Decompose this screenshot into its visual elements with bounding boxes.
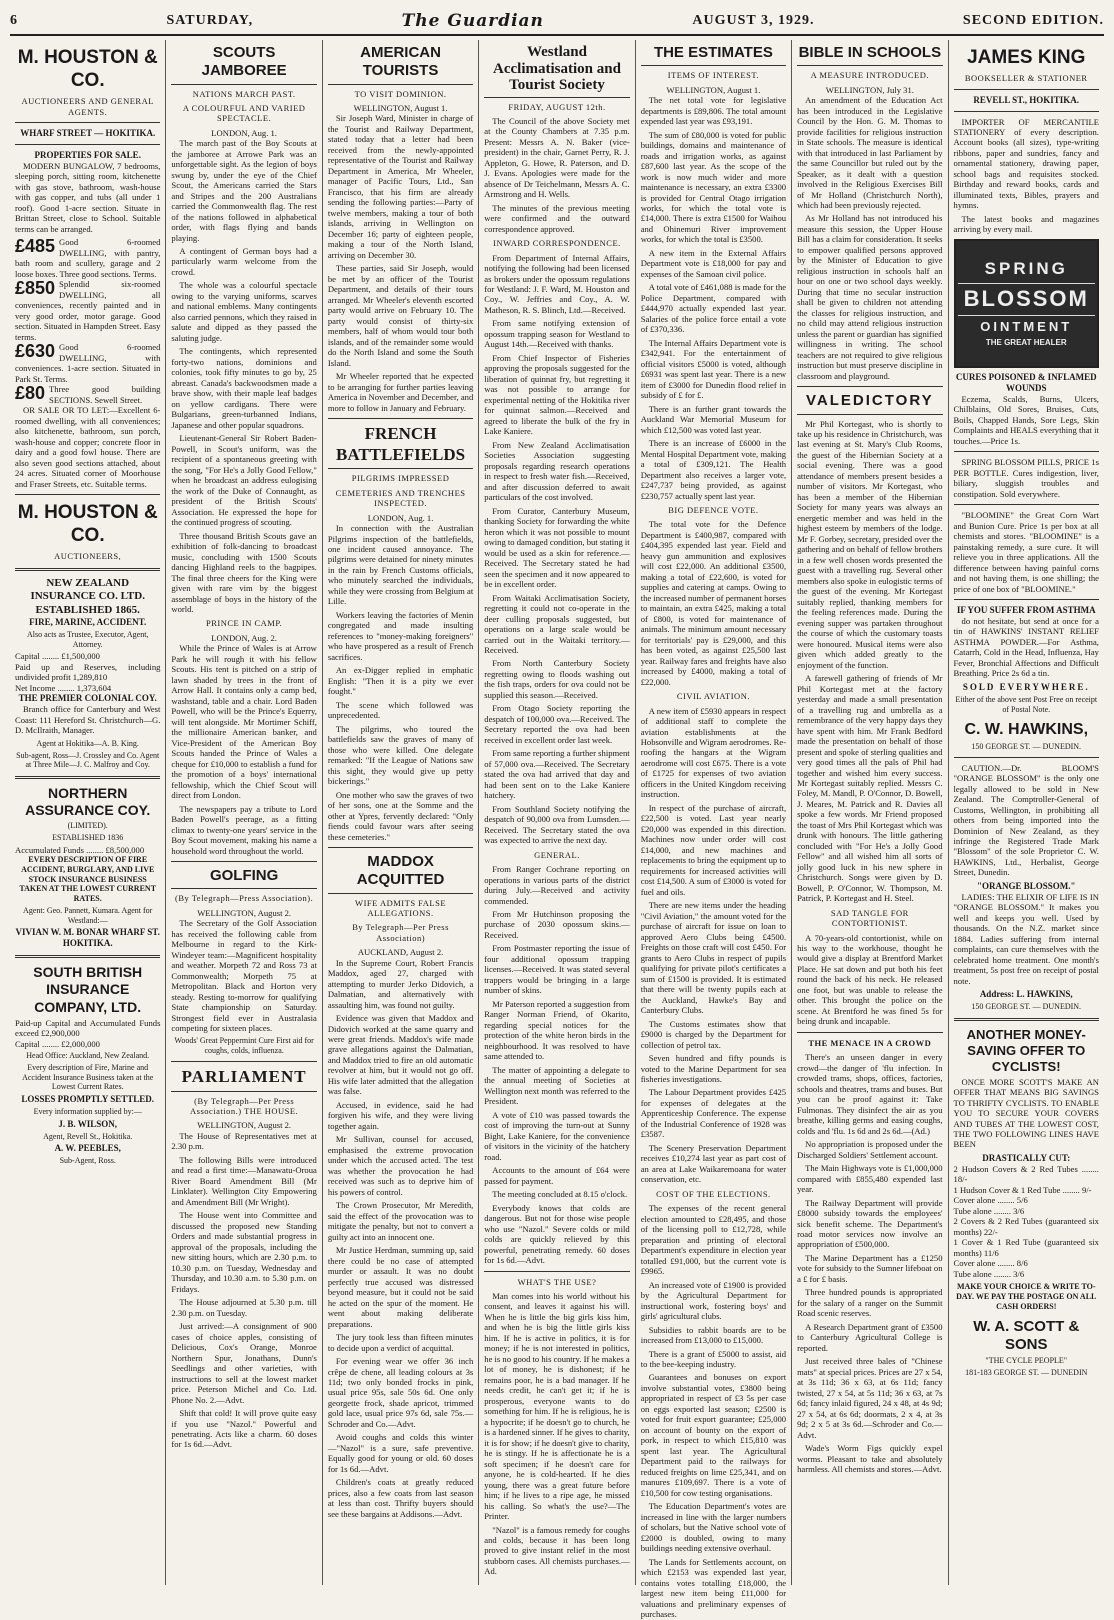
estimates-cont-3: The Railway Department will provide £8000 subsidy towards the employees' sick benefit scheme. The Department's road motor services now involve an appropriation of £500,000. bbox=[797, 1197, 943, 1250]
established-1836: ESTABLISHED 1836 bbox=[52, 832, 124, 842]
westland-p5: From Chief Inspector of Fisheries approving the proposals suggested for the liberation of quinnat fry, but regretting it was not possible to arrange for experimental netting of the Hokitika river for quinnat salmon.—Received and agreed to liberate the bulk of the fry in Lake Kaniere. bbox=[484, 352, 630, 437]
scouts-headline: SCOUTS JAMBOREE bbox=[171, 44, 316, 85]
south-british: SOUTH BRITISH INSURANCE COMPANY, LTD. bbox=[33, 964, 143, 1015]
price-line-1: 2 Hudson Covers & 2 Red Tubes ........ 18/- bbox=[953, 1163, 1099, 1185]
westland-p20: The meeting concluded at 8.15 o'clock. bbox=[492, 1189, 628, 1200]
masthead-day: SATURDAY, bbox=[166, 13, 254, 28]
worm-figs-ad: Wade's Worm Figs quickly expel worms. Pleasant to take and absolutely harmless. All chemists and stores.—Advt. bbox=[797, 1443, 943, 1475]
asthma-text: do not hesitate, but send at once for a tin of HAWKINS' INSTANT RELIEF ASTHMA POWDER.—For Asthma, Catarrh, Cold in the Head, Influenza, Hay Fever, Bronchial Affections and Difficult Breathing. Price 2s 6d a tin. bbox=[953, 615, 1099, 679]
orange-blossom: "ORANGE BLOSSOM." bbox=[976, 880, 1076, 891]
vivian-bonar: VIVIAN W. M. BONAR WHARF ST. HOKITIKA. bbox=[15, 927, 160, 949]
westland-p8: From Waitaki Acclimatisation Society, regretting it could not co-operate in the deer culling proposals suggested, but operations on a large scale would be carried out in the Waitaki territory.—Received. bbox=[484, 592, 630, 655]
battlefields-p3: An ex-Digger replied in emphatic English: "Then it is a pity we ever fought." bbox=[327, 665, 474, 697]
hawkins-addr-2: 150 GEORGE ST. — DUNEDIN. bbox=[971, 1002, 1082, 1012]
drastically-cut: DRASTICALLY CUT: bbox=[982, 1152, 1071, 1163]
fire-marine: FIRE, MARINE, ACCIDENT. bbox=[29, 616, 147, 627]
price-line-2: 1 Hudson Cover & 1 Red Tube ........ 9/- bbox=[953, 1184, 1092, 1195]
head-office: Head Office: Auckland, New Zealand. bbox=[26, 1051, 150, 1061]
westland-p14: From Mr Hutchinson proposing the purchase of 2030 opossum skins.—Received. bbox=[484, 909, 630, 940]
parliament-headline: PARLIAMENT bbox=[171, 1067, 316, 1092]
column-2-news bbox=[166, 40, 322, 1585]
big-defence-vote: BIG DEFENCE VOTE. bbox=[668, 505, 759, 516]
scouts-p1: The march past of the Boy Scouts at the jamboree at Arrowe Park was an unforgettable sight. As the legion of boys swung by, under the eye of the Chief Scout, the Americans carried the Stars and Stripes and the 200 Australians carried the Commonwealth flag. The rest of the nations followed in alphabetical order, with flags flying and bands playing. bbox=[171, 138, 317, 243]
limited: (LIMITED). bbox=[67, 821, 108, 831]
scouts-sub2: A COLOURFUL AND VARIED SPECTACLE. bbox=[182, 102, 306, 124]
woods-ad: Woods' Great Peppermint Cure First aid for coughs, colds, influenza. bbox=[174, 1036, 314, 1056]
blossom-text: BLOSSOM bbox=[958, 283, 1095, 316]
price-80: £80 bbox=[15, 383, 46, 404]
capital-2: Capital ........ £2,000,000 bbox=[15, 1038, 100, 1049]
price-line-6: 1 Cover & 1 Red Tube (guaranteed six months) 11/6 bbox=[953, 1237, 1099, 1258]
ad-80: Three good building SECTIONS. Sewell Street. bbox=[49, 384, 161, 405]
parliament-p4: The House adjourned at 5.30 p.m. till 2.30 p.m. on Tuesday. bbox=[171, 1297, 317, 1318]
westland-p19: Accounts to the amount of £64 were passed for payment. bbox=[484, 1165, 630, 1186]
tourists-headline: AMERICAN TOURISTS bbox=[328, 44, 473, 85]
price-line-3: Cover alone ........ 5/6 bbox=[953, 1195, 1028, 1206]
battlefields-dateline: LONDON, Aug. 1. bbox=[367, 512, 434, 523]
branch-office: Branch office for Canterbury and West Coast: 111 Hereford St. Christchurch—G. D. McIlraith, Manager. bbox=[15, 704, 161, 736]
parliament-p1: The House of Representatives met at 2.30 p.m. bbox=[171, 1130, 317, 1152]
info-supplied: Every information supplied by:— bbox=[33, 1107, 142, 1116]
wilson-name: J. B. WILSON, bbox=[58, 1118, 118, 1129]
nazol-ad-3: Everybody knows that colds are dangerous. But not for those wise people who use "Nazol." Severe colds or mild colds are quickly relieved by this powerful, penetrating remedy. 60 doses for 1s 6d.—Advt. bbox=[484, 1202, 630, 1266]
spring-blossom-ointment-image bbox=[954, 239, 1099, 368]
battlefields-p2: Workers leaving the factories of Menin congregated and made insulting references to "money-making foreigners" who have prospered as a result of French sacrifices. bbox=[327, 609, 474, 662]
masthead-date: AUGUST 3, 1929. bbox=[692, 13, 815, 28]
estimates-dateline: WELLINGTON, August 1. bbox=[666, 84, 761, 95]
scouts-sub1: NATIONS MARCH PAST. bbox=[192, 88, 296, 99]
bible-dateline: WELLINGTON, July 31. bbox=[825, 84, 914, 95]
westland-p17: The matter of appointing a delegate to the annual meeting of Societies at Wellington next month was referred to the President. bbox=[484, 1064, 630, 1107]
estimates-p1: The net total vote for legislative departments is £89,806. The total amount expended last year was £93,191. bbox=[640, 95, 787, 127]
price-630: £630 bbox=[15, 341, 56, 362]
sub-agents: Sub-agent, Ross—J. Crossley and Co. Agent at Three Mile—J. C. Malfroy and Coy. bbox=[16, 750, 160, 770]
maddox-p1: In the Supreme Court, Robert Francis Maddox, aged 27, charged with attempting to murder Jerko Didovich, a Dalmatian, and alternatively with assaulting him, was found not guilty. bbox=[327, 957, 474, 1010]
nazol-ad-2: Avoid coughs and colds this winter—"Nazol" is a sure, safe preventive. Equally good for young or old. 60 doses for 1s 6d.—Advt. bbox=[327, 1432, 474, 1474]
ad-630: Good 6-roomed DWELLING, with conveniences. 1-acre section. Situated in Park St. Terms. bbox=[15, 342, 161, 384]
estimates-cont-5: Three hundred pounds is appropriated for the salary of a ranger on the Summit Road scenic reserves. bbox=[797, 1287, 943, 1319]
price-line-7: Cover alone ........ 8/6 bbox=[953, 1258, 1028, 1269]
wharf-street: WHARF STREET — HOKITIKA. bbox=[20, 128, 156, 139]
scouts-p6: Three thousand British Scouts gave an exhibition of folk-dancing to broadcast music, concluding with 1500 Scouts dancing Highland reels to the bagpipes. The final three cheers for the King were given with rare vim by the biggest assemblage of boys in the history of the world. bbox=[171, 530, 317, 614]
prince-camp: PRINCE IN CAMP. bbox=[206, 618, 283, 629]
golfing-sub: (By Telegraph—Press Association). bbox=[174, 893, 314, 904]
golfing-headline: GOLFING bbox=[171, 867, 316, 889]
houston-sub: AUCTIONEERS AND GENERAL AGENTS. bbox=[21, 96, 154, 117]
estimates-p21: The Education Department's votes are increased in line with the larger numbers of scholars, but the Native school vote of £2000 is doubled, owing to many buildings needing extensive overhaul. bbox=[640, 1501, 787, 1554]
battlefields-sub1: PILGRIMS IMPRESSED bbox=[351, 473, 450, 484]
maddox-p4: Mr Sullivan, counsel for accused, emphasised the extreme provocation under which the accused acted. The test was whether the provocation he had received was such as to deprive him of his powers of control. bbox=[327, 1134, 474, 1197]
battlefields-p6: One mother who saw the graves of two of her sons, one at the Somme and the other at Ypres, fervently declared: "Only fiends could favour wars after seeing these cemeteries." bbox=[327, 789, 474, 842]
evening-wear-ad: For evening wear we offer 36 inch crêpe de chene, all leading colours at 3s 11d; two only bonded frocks in pink, usual price 95s, sale 50s 6d. One only georgette frock, shade apricot, trimmed gold lace, usual price 97s 6d, sale 75s.—Schroder and Co.—Advt. bbox=[327, 1356, 474, 1429]
westland-p6: From New Zealand Acclimatisation Societies Association suggesting proposals regarding research operations in respect to fresh water fish.—Received, and after discussion deferred to await particulars of the cost involved. bbox=[484, 439, 630, 503]
every-description-2: Every description of Fire, Marine and Accident Insurance Business taken at the Lowest Current Rates. bbox=[22, 1062, 154, 1092]
make-choice: MAKE YOUR CHOICE & WRITE TO-DAY. WE PAY THE POSTAGE ON ALL CASH ORDERS! bbox=[956, 1282, 1097, 1311]
column-5-news bbox=[636, 40, 792, 1620]
battlefields-sub2: CEMETERIES AND TRENCHES INSPECTED. bbox=[335, 487, 466, 509]
kumara-agent: Agent: Geo. Pannett, Kumara. Agent for Westland:— bbox=[23, 905, 153, 925]
ad-850: Splendid six-roomed DWELLING, all conveniences, recently painted and in very good order, motor garage. Good section. Situated in Hampden Street. Easy terms. bbox=[15, 279, 161, 342]
whats-the-use: WHAT'S THE USE? bbox=[517, 1276, 597, 1287]
bible-sub: A MEASURE INTRODUCED. bbox=[810, 70, 930, 81]
coats-ad: Children's coats at greatly reduced prices, also a few coats from last season at less than cost. Thrifty buyers should see these bargains at Addisons.—Advt. bbox=[327, 1477, 474, 1519]
battlefields-p1: In connection with the Australian Pilgrims inspection of the battlefields, one incident caused annoyance. The pilgrims were detained for ninety minutes in the rain by French Customs officials, who minutely searched the individuals, while they were crossing from Belgium at Lille. bbox=[327, 523, 474, 607]
estimates-p22: The Lands for Settlements account, on which £2153 was expended last year, contains votes totalling £18,000, the largest new item being £11,000 for valuations and preliminary expenses of purchases. bbox=[640, 1556, 787, 1620]
valedictory-p2: A farewell gathering of friends of Mr Phil Kortegast met at the factory yesterday and made a small presentation of a travelling rug and umbrella as a remembrance of the very happy days they have spent with him. Mr Frank Bedford made the presentation on behalf of those present and spoke of sterling qualities and very good times all the pals of Phil had together and wished him every success. Mr Kortegast suitably replied. Messrs C. Foley, M. Mandl, P. O'Connor, D. Bowell, J. Meares, M. Patrick and R. Davies all spoke a few words. Mr Friend proposed the toast of Mrs Phil Kortegast which was drunk with honours. The little gathering concluded with "For He's a Jolly Good Fellow" and all wished him all sorts of jolly good luck in his new sphere in Christchurch. Songs were given by D. Bowell, P. O'Connor, W. Thompson, M. Patrick, P. Kortegast and H. Steel. bbox=[797, 673, 943, 904]
column-1-advertisements bbox=[10, 40, 166, 1585]
bible-p2: As Mr Holland has not introduced his measure this session, the Upper House Bill has a claim for consideration. It seeks to empower qualified persons approved by the Minister of Education to give religious instruction in schools half an hour on one or two school days weekly. During that time no secular instruction shall be given to children not attending the classes for religious instruction, and no child may attend religious instruction unless the parent or guardian has signified willingness in writing. The school teachers are not required to give religious instruction but must preserve discipline in classroom and playground. bbox=[797, 213, 943, 381]
parliament-p2: The following Bills were introduced and read a first time:—Manawatu-Oroua River Board Amendment Bill (Mr Linklater). Wellington City Empowering and Amendment Bill (Mr Wright). bbox=[171, 1154, 317, 1207]
westland-p12: From Southland Society notifying the despatch of 90,000 ova from Lumsden.—Received. The Secretary stated the ova was expected to arrive the next day. bbox=[484, 803, 630, 846]
tourists-p2: These parties, said Sir Joseph, would be met by an officer of the Tourist Department, and details of their tours arranged. Mr Wheeler's eleventh escorted party would arrive on February 10. The party would consist of thirty-six members, half of whom would tour both islands, and of the remainder some would do the North Island and some the South Island. bbox=[327, 263, 474, 368]
estimates-p4: A total vote of £461,088 is made for the Police Department, compared with £444,970 actually expended last year. Salaries of the police force entail a vote of £370,336. bbox=[640, 282, 787, 335]
estimates-p19: There is a grant of £5000 to assist, aid to the bee-keeping industry. bbox=[640, 1348, 787, 1369]
westland-p7: From Curator, Canterbury Museum, thanking Society for forwarding the white heron which it was not possible to mount owing to damaged condition, but stating it would be used as a skin for reference.—Received. The Secretary stated he had seen the specimen and it now appeared to be in excellent order. bbox=[484, 505, 630, 590]
prince-p2: The newspapers pay a tribute to Lord Baden Powell's peerage, as a fitting climax to twenty-one years' service in the Boy Scout movement, making his name a household word throughout the world. bbox=[171, 803, 317, 856]
estimates-cont-4: The Marine Department has a £1250 vote for subsidy to the Sumner lifeboat on a £ for £ basis. bbox=[797, 1252, 943, 1284]
golfing-dateline: WELLINGTON, August 2. bbox=[197, 907, 292, 918]
cures-text: Eczema, Scalds, Burns, Ulcers, Chilblains, Old Sores, Bruises, Cuts, Boils, Chapped Hands, Sore Legs, Skin Complaints and HEALS everything that it touches.—Price 1s. bbox=[953, 393, 1099, 446]
price-850: £850 bbox=[15, 278, 56, 299]
price-485: £485 bbox=[15, 236, 56, 257]
spring-text: SPRING bbox=[984, 259, 1068, 279]
westland-p4: From same notifying extension of opossum trapping season for Westland to August 14th.—Received with thanks. bbox=[484, 318, 630, 350]
estimates-p17: An increased vote of £1900 is provided by the Agricultural Department for instructional work, fostering boys' and girls' agricultural clubs. bbox=[640, 1279, 787, 1322]
westland-p10: From Otago Society reporting the despatch of 100,000 ova.—Received. The Secretary reported the ova had been received in excellent order last week. bbox=[484, 703, 630, 745]
tourists-dateline: WELLINGTON, August 1. bbox=[353, 102, 448, 113]
estimates-cont-6: A Research Department grant of £3500 to Canterbury Agricultural College is reported. bbox=[797, 1321, 943, 1353]
estimates-p16: The expenses of the recent general election amounted to £28,495, and those of the licensing poll to £12,728, while preparation and printing of electoral Department's expenditure in election year totalled £91,000, but the current vote is £9965. bbox=[640, 1203, 787, 1277]
maddox-sub2: By Telegraph—Per Press Association) bbox=[352, 922, 449, 943]
estimates-p9: A new item of £5930 appears in respect of additional staff to complete the aviation establishments at the Hobsonville and Wigram aerodromes. Re-roofing the hangars at the Wigram aerodrome will cost £675. There is a vote of £1725 for expenses of two aviation officers in the United Kingdom receiving instruction. bbox=[640, 705, 787, 800]
estimates-p7: There is an increase of £6000 in the Mental Hospital Department vote, making a total of £309,121. The Health Department also receives a larger vote, £247,737 being provided, as against £230,757 actually spent last year. bbox=[640, 438, 787, 501]
westland-p11: From same reporting a further shipment of 57,000 ova.—Received. The Secretary stated the ova had arrived that day and had been sent on to the Lake Kaniere hatchery. bbox=[484, 748, 630, 801]
asthma-heading: IF YOU SUFFER FROM ASTHMA bbox=[956, 605, 1096, 615]
post-free: Either of the above sent Post Free on receipt of Postal Note. bbox=[955, 694, 1098, 714]
ointment-text: OINTMENT bbox=[980, 318, 1073, 334]
estimates-cont-2: The Main Highways vote is £1,000,000 compared with £855,480 expended last year. bbox=[797, 1163, 943, 1195]
westland-p16: Mr Paterson reported a suggestion from Ranger Norman Friend, of Okarito, regarding special notices for the protection of the white heron birds in the neighbourhood. It was resolved to have same attended to. bbox=[484, 998, 630, 1062]
bible-headline: BIBLE IN SCHOOLS bbox=[797, 44, 942, 66]
maddox-sub1: WIFE ADMITS FALSE ALLEGATIONS. bbox=[355, 897, 447, 919]
scott-addr: 181-183 GEORGE ST. — DUNEDIN bbox=[965, 1367, 1088, 1377]
estimates-p10: In respect of the purchase of aircraft, £22,500 is voted. Last year nearly £20,000 was expended in this direction. Machines now under order will cost £14,000, and new machines and replacements to bring the equipment up to requirements for increased activities will cost £14,500. A sum of £3000 is voted for fuel and oils. bbox=[640, 802, 787, 897]
civil-aviation: CIVIL AVIATION. bbox=[676, 691, 750, 702]
estimates-p11: There are new items under the heading "Civil Aviation," the amount voted for the purchase of aircraft for issue on loan to approved Aero Clubs being £4500. Freights on those craft will cost £450. For grants to Aero Clubs in respect of pupils qualifying for private pilot's certificates a sum of £1500 is provided. It is estimated that there will be twenty pupils each at the Auckland, Hawke's Bay and Canterbury Clubs. bbox=[640, 900, 787, 1016]
peebles-addr: Sub-Agent, Ross. bbox=[59, 1156, 116, 1166]
westland-headline: Westland Acclimatisation and Tourist Society bbox=[484, 44, 629, 98]
tourists-p3: Mr Wheeler reported that he expected to be arranging for further parties leaving America in November and December, and more to follow in January and February. bbox=[327, 371, 474, 413]
chinese-mats-ad: Just received three bales of "Chinese mats" at special prices. Prices are 27 x 54, at 3s 11d; 36 x 63, at 6s 11d; fancy twisted, 27 x 54, at 5s 11d; 36 x 63, at 7s 6d; fancy inlaid figured, 24 x 48, at 4s 9d; 27 x 54, at 6s 6d; doormats, 2 x 4, at 3s 9d; 2 x 5 at 3s 6d.—Schroder and Co.—Advt. bbox=[797, 1356, 943, 1440]
parliament-dateline: WELLINGTON, August 2. bbox=[197, 1120, 292, 1131]
apples-ad: Just arrived:—A consignment of 900 cases of choice apples, consisting of Delicious, Cox's Orange, Monroe Northern Spur, Jonathans, Dunn's Seedlings and other varieties, with instructions to sell at the lowest market price. Peterson Michel and Co. Ltd. Phone No. 2.—Advt. bbox=[171, 1321, 317, 1405]
westland-p18: A vote of £10 was passed towards the cost of improving the turn-out at Sunny Bight, Lake Kaniere, for the convenience of visitors in the vicinity of the hatchery road. bbox=[484, 1109, 630, 1162]
maddox-p5: The Crown Prosecutor, Mr Meredith, said the effect of the provocation was to mitigate the penalty, but not to convert a guilty act into an innocent one. bbox=[327, 1200, 474, 1242]
column-6-news bbox=[792, 40, 948, 1585]
scouts-dateline: LONDON, Aug. 1. bbox=[211, 127, 277, 138]
column-4-news bbox=[479, 40, 635, 1585]
page-number: 6 bbox=[10, 13, 18, 28]
westland-date: FRIDAY, AUGUST 12th. bbox=[508, 101, 606, 112]
whats-the-use-text: Man comes into his world without his consent, and leaves it against his will. When he is little the big girls kiss him, and when he is big the little girls kiss him. If he is active in politics, it is for money; if he is not interested in politics, he is no good to his country. If he makes a lot of money, he is dishonest; if he remains poor, he is a bad manager. If he needs credit, he can't get it; if he is prosperous, everyone wants to do something for him. If he is religious, he is a hypocrite; if he doesn't go to church, he is a hardened sinner. If he gives to charity, it is for show; if he doesn't give to charity, he is stingy. If he is affectionate he is a soft specimen; if he doesn't care for anyone, he is cold-hearted. If he dies young, there was a great future before him; if he lives to a ripe age, he missed his calling. So what's the use?—The Printer. bbox=[484, 1290, 630, 1522]
scouts-p4: The contingents, which represented forty-two nations, dominions and colonies, took fifty minutes to go by, 25 abreast. Canada's backwoodsmen made a brave show, with their maple leaf badges on yellow cardigans. There were Bulgarians, green-turbanned Indians, Japanese and other popular squadrons. bbox=[171, 346, 317, 430]
price-line-5: 2 Covers & 2 Red Tubes (guaranteed six months) 22/- bbox=[953, 1216, 1099, 1237]
net-income-line: Net Income ........ 1,373,604 bbox=[15, 682, 112, 693]
cyclists-offer-title: ANOTHER MONEY-SAVING OFFER TO CYCLISTS! bbox=[966, 1026, 1086, 1074]
peebles-name: A. W. PEEBLES, bbox=[54, 1143, 121, 1154]
properties-for-sale: PROPERTIES FOR SALE. bbox=[34, 150, 141, 161]
capital-line: Capital ........ £1,500,000 bbox=[15, 651, 100, 662]
sad-tangle: SAD TANGLE FOR CONTORTIONIST. bbox=[830, 907, 909, 929]
address-hawkins: Address: L. HAWKINS, bbox=[979, 989, 1073, 1000]
sale-or-let: OR SALE OR TO LET:—Excellent 6-roomed dwelling, with all conveniences; also kitchenette, bathroom, sun porch, wash-house and copper; concrete floor in dairy and a good fowl house. There are also seven good sections attached, about 24 acres. Situated corner of Moorhouse and Fraser Streets, etc. Suitable terms. bbox=[15, 405, 161, 489]
column-7-advertisements bbox=[949, 40, 1104, 1585]
every-description: EVERY DESCRIPTION OF FIRE ACCIDENT, BURGLARY, AND LIVE STOCK INSURANCE BUSINESS TAKEN AT THE LOWEST CURRENT RATES. bbox=[19, 855, 157, 904]
estimates-p3: A new item in the External Affairs Department vote is £18,000 for pay and expenses of the Samoan civil police. bbox=[640, 247, 787, 279]
cyclists-offer-text: ONCE MORE SCOTT'S MAKE AN OFFER THAT MEANS BIG SAVINGS TO THRIFTY CYCLISTS. TO ENABLE YOU TO SECURE YOUR COVERS AND TUBES AT THE LOWEST COST, THE TWO FOLLOWING LINES HAVE BEEN bbox=[953, 1076, 1099, 1150]
maddox-p3: Accused, in evidence, said he had forgiven his wife, and they were living together again. bbox=[327, 1099, 474, 1131]
golfing-p1: The Secretary of the Golf Association has received the following cable from Melbourne in regard to the Kirk-Windeyer team:—Magnificent hospitality and weather. Morpeth 72 and Ross 73 at Commonwealth; Morpeth 75 at Metropolitan. Black and Horton very steady. Resting to-morrow for qualifying State championship on Saturday. Strongest field ever in Australasia competing for sixteen places. bbox=[171, 918, 317, 1033]
sad-tangle-text: A 70-years-old contortionist, while on his way to the workhouse, thought he would give a display at Brentford Market Place. He sat down and put both his feet round the back of his neck. He released one foot, but was unable to release the other. This brought the police on the scene. At Brentford he was fined 5s for being drunk and incapable. bbox=[797, 932, 943, 1027]
cost-elections: COST OF THE ELECTIONS. bbox=[656, 1188, 771, 1199]
columns bbox=[10, 40, 1104, 1620]
maddox-p2: Evidence was given that Maddox and Didovich worked at the same quarry and were great friends. Maddox's wife made grave allegations against the Dalmatian, and Maddox tried to fire an old automatic revolver at him, but it would not go off. His wife later admitted that the allegation was false. bbox=[327, 1013, 474, 1097]
nazol-ad: Shift that cold! It will prove quite easy if you use "Nazol." Powerful and penetrating. Acts like a charm. 60 doses for 1s 6d.—Advt. bbox=[171, 1408, 317, 1450]
battlefields-p4: The scene which followed was unprecedented. bbox=[327, 699, 474, 721]
tourists-sub: TO VISIT DOMINION. bbox=[354, 88, 447, 99]
caution-text: CAUTION.—Dr. BLOOM'S "ORANGE BLOSSOM" is the only one legally allowed to be sold in New Zealand. The Comptroller-General of Customs, Wellington, in prohibiting all others from being imported into the Dominion of New Zealand, as they infringe the Registered Trade Mark "Blossom" of the sole Proprietor C. W. HAWKINS, Ltd., Herbalist, George Street, Dunedin. bbox=[953, 762, 1099, 878]
menace-crowd: THE MENACE IN A CROWD bbox=[808, 1037, 932, 1048]
maddox-headline: MADDOX ACQUITTED bbox=[328, 853, 473, 894]
prince-p1: While the Prince of Wales is at Arrow Park he will rough it with his fellow Scouts. His tent is pitched on a strip of lawn shaded by trees in the front of Arrow Hall. It contains only a camp bed, washstand, table and a chair. Lord Baden Powell, who will be the Prince's Equerry, will tent alongside. Mr Mortimer Schiff, the millionaire American banker, and Vice-President of the American Boy Scouts handed the Prince of Wales a cheque for £10,000 to establish a fund for the promotion of a boys' international fellowship, which the Chief Scout will direct from London. bbox=[171, 643, 317, 801]
agent-hokitika: Agent at Hokitika—A. B. King. bbox=[36, 738, 139, 748]
scouts-p5: Lieutenant-General Sir Robert Baden-Powell, in Scout's uniform, was the recipient of a spontaneous greeting with the song, "For He's a Jolly Good Fellow," when he broadcast an address eulogising the work of the Duke of Connaught, as president of the British Scouts' Association. He expressed the hope for the continued progress of scouting. bbox=[171, 433, 317, 528]
westland-p9: From North Canterbury Society regretting owing to floods washing out the fish traps, orders for ova could not be supplied this season.—Received. bbox=[484, 658, 630, 700]
estimates-p20: Guarantees and bonuses on export involve substantial votes, £3800 being appropriated in respect of £3 5s per case on eggs exported last season; £2500 is voted for fruit export guarantee; £25,000 on account of bounty on the export of pork, in respect to which £15,810 was spent last year. The Agricultural Department paid to the railways for reduced freights on lime £25,341, and on manures £109,697. There is a vote of £10,500 for cow testing organisations. bbox=[640, 1372, 787, 1498]
estimates-headline: THE ESTIMATES bbox=[641, 44, 786, 66]
parliament-sub: (By Telegraph—Per Press Association.) THE HOUSE. bbox=[190, 1095, 299, 1117]
great-healer-text: THE GREAT HEALER bbox=[985, 337, 1067, 347]
estimates-p13: Seven hundred and fifty pounds is voted to the Marine Department for sea fisheries investigations. bbox=[640, 1053, 787, 1084]
westland-p2: The minutes of the previous meeting were confirmed and the outward correspondence approved. bbox=[484, 202, 630, 234]
westland-p15: From Postmaster reporting the issue of four additional opossum trapping licenses.—Received. It was stated several trappers would be bringing in a large number of skins. bbox=[484, 943, 630, 996]
bible-p1: An amendment of the Education Act has been introduced in the Legislative Council by the Hon. G. M. Thomas to provide facilities for religious instruction in State schools. The measure is identical with that introduced in last Parliament by the same Councillor but ruled out by the Speaker, as it dealt with a question involved in the Religious Exercises Bill of Mr Holland (Christchurch North), which had been previously rejected. bbox=[797, 95, 943, 210]
hawkins-addr: 150 GEORGE ST. — DUNEDIN. bbox=[971, 741, 1082, 751]
scouts-p2: A contingent of German boys had a particularly warm welcome from the crowd. bbox=[171, 246, 317, 277]
blossom-pills: SPRING BLOSSOM PILLS, PRICE 1s PER BOTTLE. Cures indigestion, liver, biliary, sluggish troubles and constipation. Sold everywhere. bbox=[953, 457, 1099, 499]
maddox-dateline: AUCKLAND, August 2. bbox=[357, 947, 444, 958]
accumulated-funds: Accumulated Funds ........ £8,500,000 bbox=[15, 844, 145, 855]
bloomine-ad: "BLOOMINE" the Great Corn Wart and Bunion Cure. Price 1s per box at all chemists and stores. "BLOOMINE" is a painstaking remedy, a sure cure. It will relieve you in three applications. All the difference between having painful corns and not having them, is one shilling; the price of one box of "BLOOMINE." bbox=[953, 510, 1099, 594]
wilson-addr: Agent, Revell St., Hokitika. bbox=[43, 1131, 133, 1141]
bookseller: BOOKSELLER & STATIONER bbox=[964, 73, 1088, 84]
estimates-p5: The Internal Affairs Department vote is £342,941. For the entertainment of official visitors £5000 is voted, although £6931 was spent last year. There is a new item of £3000 for Dunedin flood relief in subsidy of £ for £. bbox=[640, 337, 787, 401]
estimates-cont-1: No appropriation is proposed under the Discharged Soldiers' Settlement account. bbox=[797, 1139, 943, 1160]
estimates-p8: The total vote for the Defence Department is £400,987, compared with £404,395 expended last year. Field and heavy gun ammunition and explosives will cost £22,000. An additional £3500, making a total of £22,600, is voted for supplies and catering at camps. Owing to the increased number of permanent horses to maintain, an extra £425, making a total of £800, is voted for maintenance of animals. The minimum amount necessary for territorials' pay is £29,000, and this has been voted, as against £25,500 last year. Railway fares and freights have also increased by £4000, making a total of £22,000. bbox=[640, 519, 787, 687]
prince-dateline: LONDON, Aug. 2. bbox=[211, 632, 277, 643]
ad-485: Good 6-roomed DWELLING, with pantry, bath room and scullery, garage and 2 loose boxes. Three good sections. Terms. bbox=[15, 237, 161, 279]
auctioneers: AUCTIONEERS, bbox=[54, 551, 122, 562]
nazol-ad-4: "Nazol" is a famous remedy for coughs and colds, because it has been long proved to give instant relief in the most stubborn cases. All chemists purchases.—Ad. bbox=[484, 1524, 630, 1577]
westland-p13: From Ranger Cochrane reporting on operations in various parts of the district during July.—Received and activity commended. bbox=[484, 864, 630, 906]
westland-p1: The Council of the above Society met at the County Chambers at 7.35 p.m. Present: Messrs A. N. Baker (vice-president) in the chair, Garnet Perry, R. J. Appleton, G. Howe, R. Paterson, and D. J. Evans. Apologies were made for the absence of Dr Teichelmann, Messrs A. C. Armstrong and H. Wells. bbox=[484, 115, 630, 200]
paidup-line: Paid up and Reserves, including undivided profit 1,289,810 bbox=[15, 661, 161, 683]
price-line-8: Tube alone ........ 3/6 bbox=[953, 1268, 1025, 1279]
cures-heading: CURES POISONED & INFLAMED WOUNDS bbox=[955, 371, 1097, 393]
houston-title: M. HOUSTON & CO. bbox=[17, 47, 158, 92]
houston-title-2: M. HOUSTON & CO. bbox=[17, 502, 158, 547]
estimates-sub: ITEMS OF INTEREST. bbox=[667, 70, 760, 81]
scott-title: W. A. SCOTT & SONS bbox=[973, 1317, 1080, 1353]
james-king-title: JAMES KING bbox=[967, 47, 1086, 68]
maddox-p6: Mr Justice Herdman, summing up, said there could be no case of attempted murder or assault. It was no doubt perfectly true accused was distressed beyond measure, but it could not be said he acted on the spur of the moment. He went about making deliberate preparations. bbox=[327, 1245, 474, 1329]
james-king-addr: REVELL ST., HOKITIKA. bbox=[973, 94, 1080, 105]
northern-assurance: NORTHERN ASSURANCE COY. bbox=[25, 785, 151, 819]
paid-capital: Paid-up Capital and Accumulated Funds exceed £2,900,000 bbox=[15, 1017, 161, 1039]
battlefields-headline: FRENCH BATTLEFIELDS bbox=[328, 424, 473, 469]
losses-settled: LOSSES PROMPTLY SETTLED. bbox=[21, 1094, 155, 1105]
inward-correspondence: INWARD CORRESPONDENCE. bbox=[493, 238, 621, 249]
ladies-text: LADIES: THE ELIXIR OF LIFE IS IN "ORANGE BLOSSOM." It makes you well and keeps you well. Used by thousands. On the N.Z. market since 1884. Ladies suffering from internal complaints, can cure themselves with the celebrated home treatment. One month's treatment, 5s post free on receipt of postal note. bbox=[953, 891, 1099, 986]
battlefields-p5: The pilgrims, who toured the battlefields saw the graves of many of those who were killed. One delegate remarked: "If the League of Nations saw this sight, they would give up petty bickerings." bbox=[327, 723, 474, 787]
bungalow-ad: MODERN BUNGALOW, 7 bedrooms, sleeping porch, sitting room, kitchenette with gas stove, bathroom, wash-house with gas copper, and tubs (all under 1 roof). Good 1-acre section. Situate in Brittan Street, close to School. Suitable terms can be arranged. bbox=[15, 161, 161, 234]
masthead bbox=[10, 8, 1104, 36]
latest-books: The latest books and magazines arriving by every mail. bbox=[953, 213, 1099, 235]
column-3-news bbox=[323, 40, 479, 1585]
estimates-p2: The sum of £80,000 is voted for public buildings, domains and maintenance of roads and irrigation works, as against £87,600 last year. As the scope of the work is now much wider and more maintenance is necessary, an extra £3300 is provided for Central Otago irrigation works, for which the total vote is £14,000. There is extra £1500 for Waihou and Ohinemuri River improvement works, for which the total is £3500. bbox=[640, 129, 787, 245]
estimates-p18: Subsidies to rabbit boards are to be increased from £13,000 to £15,000. bbox=[640, 1324, 787, 1346]
general-heading: GENERAL. bbox=[534, 849, 580, 860]
valedictory-headline: VALEDICTORY bbox=[797, 392, 942, 414]
estimates-p6: There is an further grant towards the Auckland War Memorial Museum for which £12,500 was voted last year. bbox=[640, 403, 787, 435]
premier-colonial: THE PREMIER COLONIAL COY. bbox=[18, 693, 157, 704]
estimates-p12: The Customs estimates show that £9000 is charged by the Department for collection of petrol tax. bbox=[640, 1018, 787, 1050]
stationery-text: IMPORTER OF MERCANTILE STATIONERY of every description. Account books (all sizes), type-writing ribbons, paper and sundries, fancy and ornamental stationery, drawing paper, school bags and requisites stocked. Birthday and reward books, cards and illuminated texts, Bibles, prayers and hymns. bbox=[953, 116, 1099, 211]
estimates-p15: The Scenery Preservation Department receives £10,274 last year as part cost of an area at Lake Waikaremoana for water conservation, etc. bbox=[640, 1142, 787, 1185]
maddox-p7: The jury took less than fifteen minutes to decide upon a verdict of acquittal. bbox=[327, 1332, 474, 1353]
edition-label: SECOND EDITION. bbox=[962, 13, 1104, 28]
scouts-p3: The whole was a colourful spectacle owing to the varying uniforms, scarves and national emblems. Many contingents also carried pennons, which they raised in salute and dipped as they passed the saluting judge. bbox=[171, 280, 317, 343]
nz-insurance: NEW ZEALAND INSURANCE CO. LTD. ESTABLISHED 1865. bbox=[30, 576, 145, 616]
sold-everywhere: SOLD EVERYWHERE. bbox=[962, 681, 1090, 692]
estimates-p14: The Labour Department provides £425 for expenses of delegates at the Apprenticeship Conference. The expense of the Industrial Conference of 1928 was £3587. bbox=[640, 1087, 787, 1140]
parliament-p3: The House went into Committee and discussed the proposed new Standing Orders and made substantial progress in approval of the proposals, including the new sitting hours, which are 2.30 p.m. to 10.30 p.m. on Tuesday, Wednesday and Thursday, and 10.30 a.m. to 5.30 p.m. on Fridays. bbox=[171, 1210, 317, 1294]
price-line-4: Tube alone ........ 3/6 bbox=[953, 1205, 1025, 1216]
valedictory-p1: Mr Phil Kortegast, who is shortly to take up his residence in Christchurch, was last evening at St. Mary's Club Rooms, the guest of the Hibernian Society at a social evening. There was a good attendance of members present besides a number of visitors. Mr Kortegast, who has been a member of the Hibernian Society for many years was always an energetic member and was held in the highest esteem by members of the lodge. Mr F. Gorbey, secretary, presided over the gathering and on behalf of fellow brothers in a few well chosen words presented the guest with a travelling rug. Several other members also spoke in eulogistic terms of the guest of the evening. Mr Kortegast suitably replied, thanking members for the feeling references made. During the evening supper was partaken throughout the course of which the customary toasts were honoured. Musical items were also given which added greatly to the enjoyment of the function. bbox=[797, 418, 943, 670]
trustee: Also acts as Trustee, Executor, Agent, Attorney. bbox=[26, 629, 149, 649]
cycle-people: "THE CYCLE PEOPLE" bbox=[985, 1356, 1068, 1366]
newspaper-title: The Guardian bbox=[401, 11, 544, 31]
tourists-p1: Sir Joseph Ward, Minister in charge of the Tourist and Railway Department, stated today that a letter had been received from the newly-appointed representative of the Tourist and Railway Department in America, Mr Wheeler, manager of Pacific Tours, Ltd., San Francisco, that his firm are already sending the following parties:—Party of twelve members, making a tour of both islands, arriving in Wellington on December 16; party of eighteen people, making a tour of the North Island, arriving on December 30. bbox=[327, 113, 474, 260]
menace-text: There's an unseen danger in every crowd—the danger of 'flu infection. In crowded trams, shops, offices, factories, schools and theatres, trams and buses. But you can be proof against it: Take Fulmonas. They disinfect the air as you breathe, killing germs and easing coughs, colds and 'flu. 1s 6d and 2s 6d.—(Ad.) bbox=[797, 1052, 943, 1136]
westland-p3: From Department of Internal Affairs, notifying the following had been licensed as brokers under the opossum regulations for Westland: J. F. Ward, M. Houston and Coy., W. Jeffries and Coy., A. W. Matheson, R. S. Blinch, Ltd.—Received. bbox=[484, 252, 630, 315]
hawkins-title: C. W. HAWKINS, bbox=[964, 721, 1089, 739]
